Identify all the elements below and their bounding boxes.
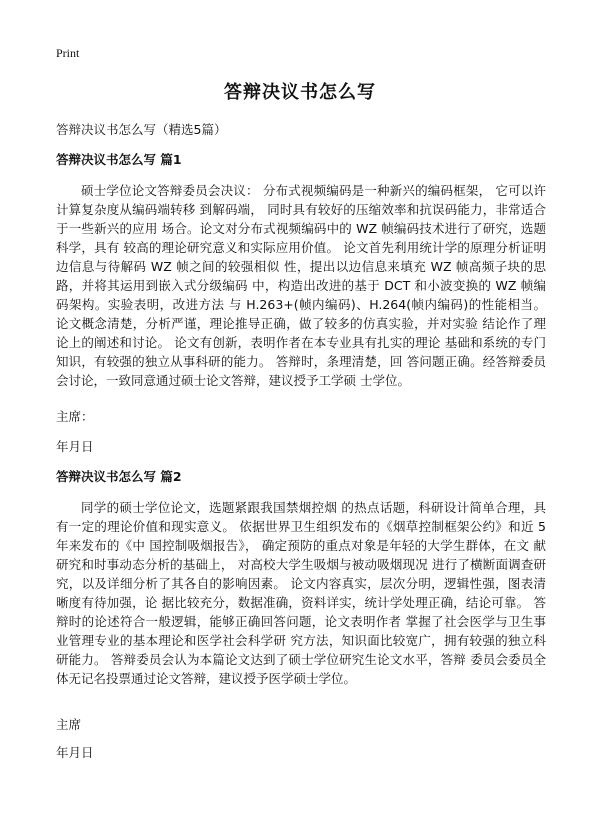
date-label: 年月日 bbox=[56, 439, 94, 454]
chair-label: 主席： bbox=[56, 409, 94, 424]
section-body: 硕士学位论文答辩委员会决议： 分布式视频编码是一种新兴的编码框架， 它可以许计算复杂度从编码端转移 到解码端， 同时具有较好的压缩效率和抗误码能力，非常适合于一些新兴的应用 场合。论文对分布式视频编码中的 WZ 帧编码技术进行了研究，选题科学，具有 较高的理论研究意义和实际应用价值。 论文首先利用统计学的原理分析证明边信息与待解码 WZ 帧之间的较强相似 性，提出以边信息来填充 WZ 帧高频子块的思路，并将其运用到嵌入式分级编码 中，构造出改进的基于 DCT 和小波变换的 WZ 帧编码架构。实验表明，改进方法 与 H.263+(帧内编码)、H.264(帧内编码)的性能相当。 论文概念清楚，分析严谨，理论推导正确，做了较多的仿真实验，并对实验 结论作了理论上的阐述和讨论。 论文有创新，表明作者在本专业具有扎实的理论 基础和系统的专门知识，有较强的独立从事科研的能力。 答辩时，条理清楚，回 答问题正确。经答辩委员会讨论，一致同意通过硕士论文答辩，建议授予工学硕 士学位。 bbox=[56, 183, 546, 388]
print-link[interactable]: Print bbox=[56, 46, 80, 60]
section-heading: 答辩决议书怎么写 篇1 bbox=[56, 152, 182, 167]
section-heading: 答辩决议书怎么写 篇2 bbox=[56, 469, 182, 484]
date-label: 年月日 bbox=[56, 745, 94, 760]
page-title: 答辩决议书怎么写 bbox=[224, 82, 376, 103]
section-body: 同学的硕士学位论文，选题紧跟我国禁烟控烟 的热点话题，科研设计简单合理，具有一定的理论价值和现实意义。 依据世界卫生组织发布的《烟草控制框架公约》和近 5 年来发布的《中 国控制吸烟报告》， 确定预防的重点对象是年轻的大学生群体，在文 献研究和时事动态分析的基础上， 对高校大学生吸烟与被动吸烟现况 进行了横断面调查研究，以及详细分析了其各自的影响因素。 论文内容真实，层次分明，逻辑性强，图表清晰度有待加强，论 据比较充分，数据准确，资料详实，统计学处理正确，结论可靠。 答辩时的论述符合一般逻辑，能够正确回答问题，论文表明作者 掌握了社会医学与卫生事业管理专业的基本理论和医学社会科学研 究方法，知识面比较宽广，拥有较强的独立科研能力。 答辩委员会认为本篇论文达到了硕士学位研究生论文水平，答辩 委员会委员全体无记名投票通过论文答辩，建议授予医学硕士学位。 bbox=[56, 500, 546, 686]
chair-label: 主席 bbox=[56, 717, 82, 732]
document-subtitle: 答辩决议书怎么写（精选5篇） bbox=[56, 122, 227, 137]
